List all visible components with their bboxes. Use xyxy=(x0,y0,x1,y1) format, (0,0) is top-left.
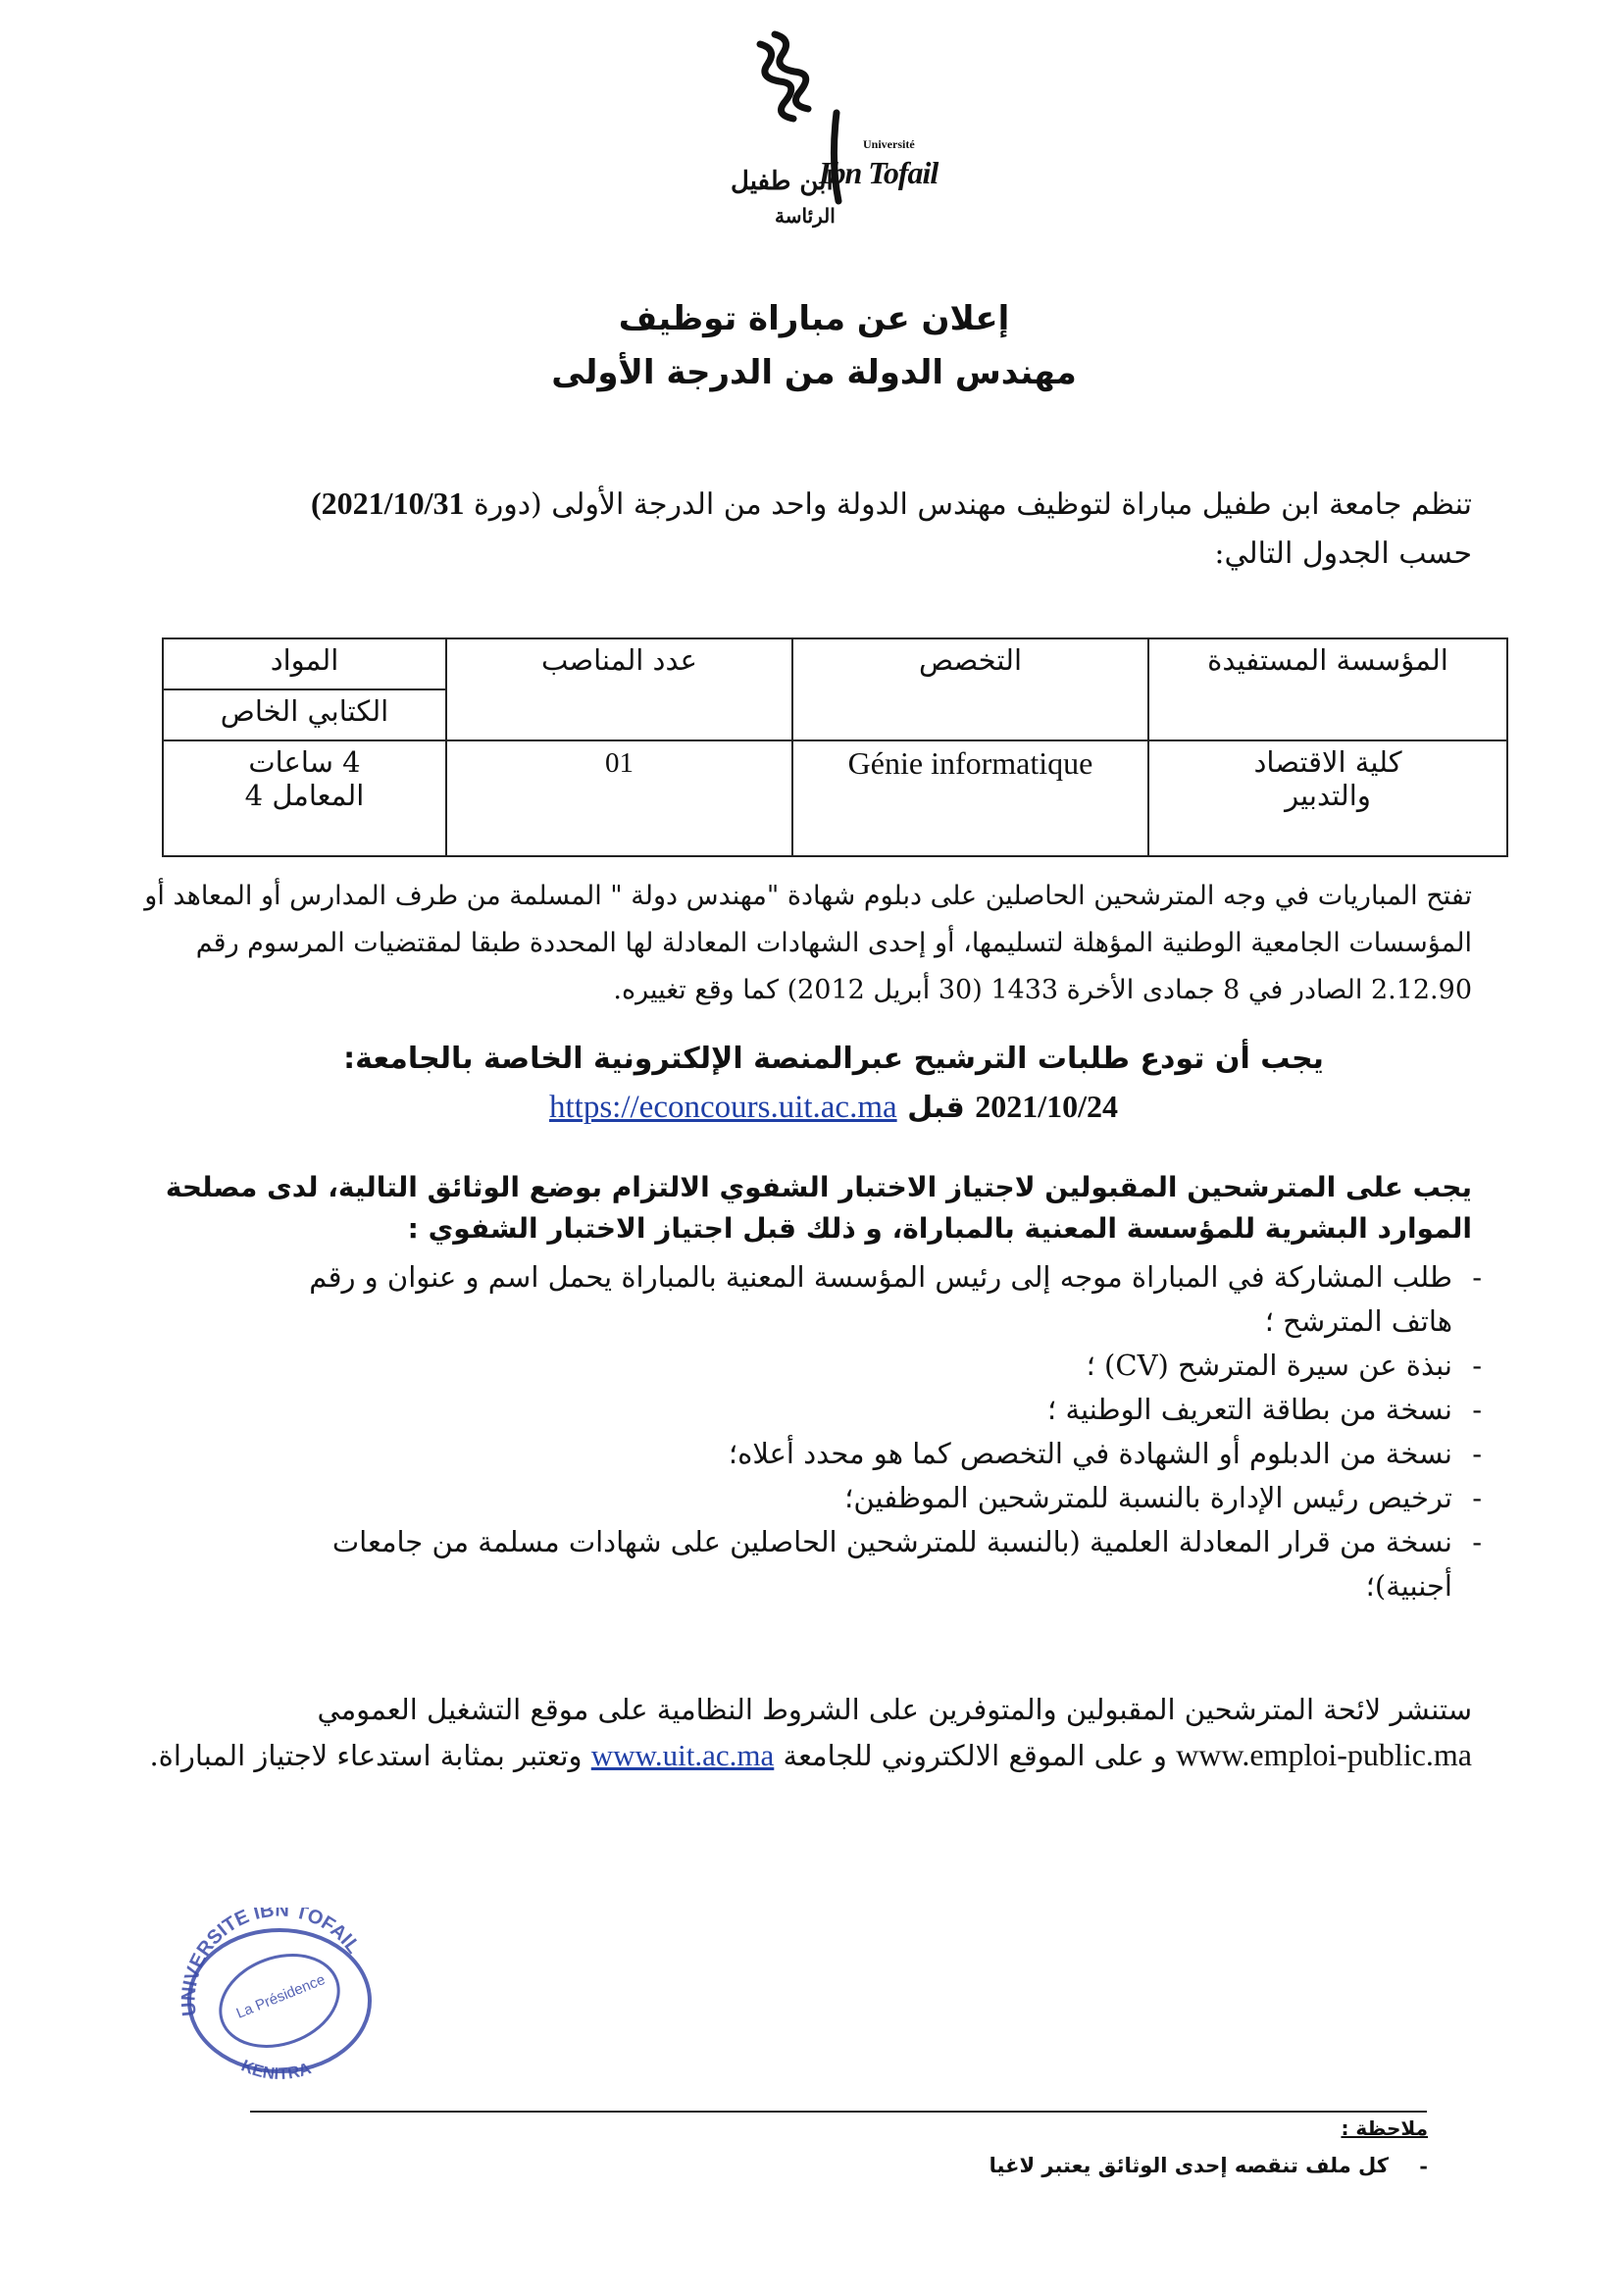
deadline-before: قبل xyxy=(907,1091,965,1125)
cell-specialty xyxy=(792,740,1148,856)
stamp-center-text: La Présidence xyxy=(233,1970,328,2022)
intro-paragraph xyxy=(128,479,1472,579)
header-specialty: التخصص xyxy=(792,638,1148,740)
stamp-seal-icon xyxy=(167,1908,392,2079)
positions-table xyxy=(162,637,1508,857)
svg-text:KENITRA xyxy=(238,2056,313,2079)
logo-name-fr: Ibn Tofail xyxy=(819,155,939,190)
submission-deadline-line xyxy=(343,1089,1324,1126)
footer-divider xyxy=(250,2111,1427,2113)
intro-text: تنظم جامعة ابن طفيل مباراة لتوظيف مهندس الدولة واحد من الدرجة الأولى (دورة xyxy=(474,487,1472,522)
eligibility-paragraph: تفتح المباريات في وجه المترشحين الحاصلين على دبلوم شهادة "مهندس دولة " المسلمة من طرف المدارس أو المعاهد أو المؤسسات الجامعية الوطنية المؤهلة لتسليمها، أو إحدى الشهادات المعادلة لها المحددة طبقا لمقتضيات المرسوم رقم 2.12.90 الصادر في 8 جمادى الأخرة 1433 (30 أبريل 2012) كما وقع تغييره. xyxy=(144,881,1472,1005)
oral-exam-obligation: يجب على المترشحين المقبولين لاجتياز الاختبار الشفوي الالتزام بوضع الوثائق التالية، لدى مصلحة الموارد البشرية للمؤسسة المعنية بالمباراة، و ذلك قبل اجتياز الاختبار الشفوي : xyxy=(165,1171,1472,1245)
header-written: الكتابي الخاص xyxy=(163,689,446,740)
logo-university-label: Université xyxy=(863,137,915,151)
list-item: - نسخة من الدبلوم أو الشهادة في التخصص كما هو محدد أعلاه؛ xyxy=(305,1432,1482,1476)
publication-text-2: و على الموقع الالكتروني للجامعة xyxy=(783,1739,1167,1772)
emploi-public-site: www.emploi-public.ma xyxy=(1176,1737,1472,1772)
deadline-date: 2021/10/24 xyxy=(975,1089,1118,1124)
cell-subjects xyxy=(163,740,446,856)
institution-line1: كلية الاقتصاد xyxy=(1253,745,1402,779)
note-label: ملاحظة : xyxy=(1341,2116,1428,2140)
cell-institution xyxy=(1148,740,1507,856)
logo-name-ar: ابن طفيل xyxy=(731,167,834,196)
announcement-title: إعلان عن مباراة توظيف xyxy=(618,299,1010,338)
intro-text-2: حسب الجدول التالي: xyxy=(1214,536,1472,571)
stamp-top-text: UNIVERSITE IBN TOFAIL xyxy=(178,1908,365,2017)
list-item: - نبذة عن سيرة المترشح (CV) ؛ xyxy=(305,1344,1482,1388)
university-logo xyxy=(721,20,932,230)
header-institution: المؤسسة المستفيدة xyxy=(1148,638,1507,740)
specialty-value: Génie informatique xyxy=(847,745,1093,781)
submission-instruction: يجب أن تودع طلبات الترشيح عبرالمنصة الإلكترونية الخاصة بالجامعة: xyxy=(343,1042,1324,1076)
header-posts: عدد المناصب xyxy=(446,638,792,740)
list-item: - ترخيص رئيس الإدارة بالنسبة للمترشحين الموظفين؛ xyxy=(305,1476,1482,1520)
presidency-stamp xyxy=(167,1908,392,2079)
duration-value: 4 ساعات xyxy=(248,745,361,779)
cell-posts xyxy=(446,740,792,856)
header-subjects: المواد xyxy=(163,638,446,689)
publication-paragraph xyxy=(99,1687,1472,1778)
logo-presidency: الرئاسة xyxy=(775,204,836,228)
list-item: - نسخة من بطاقة التعريف الوطنية ؛ xyxy=(305,1388,1482,1432)
announcement-subtitle: مهندس الدولة من الدرجة الأولى xyxy=(551,353,1077,392)
list-item: - نسخة من قرار المعادلة العلمية (بالنسبة للمترشحين الحاصلين على شهادات مسلمة من جامعات أجنبية)؛ xyxy=(305,1520,1482,1608)
publication-text-3: وتعتبر بمثابة استدعاء لاجتياز المباراة. xyxy=(149,1739,583,1772)
logo-emblem-icon xyxy=(721,20,932,230)
list-item: - طلب المشاركة في المباراة موجه إلى رئيس المؤسسة المعنية بالمباراة يحمل اسم و عنوان و رقم هاتف المترشح ؛ xyxy=(305,1255,1482,1344)
econcours-link[interactable]: https://econcours.uit.ac.ma xyxy=(548,1090,897,1125)
coefficient-value: المعامل 4 xyxy=(244,779,365,812)
stamp-bottom-text: KENITRA xyxy=(238,2056,314,2079)
note-bullet: - xyxy=(1419,2154,1428,2178)
uit-site-link[interactable]: www.uit.ac.ma xyxy=(590,1738,775,1772)
institution-line2: والتدبير xyxy=(1285,779,1371,812)
posts-value: 01 xyxy=(605,747,634,779)
publication-text-1: ستنشر لائحة المترشحين المقبولين والمتوفرين على الشروط النظامية على موقع التشغيل العمومي xyxy=(317,1693,1472,1726)
note-item: كل ملف تنقصه إحدى الوثائق يعتبر لاغيا xyxy=(989,2154,1389,2177)
exam-date: 2021/10/31) xyxy=(311,485,465,521)
required-documents-list xyxy=(305,1255,1482,1608)
